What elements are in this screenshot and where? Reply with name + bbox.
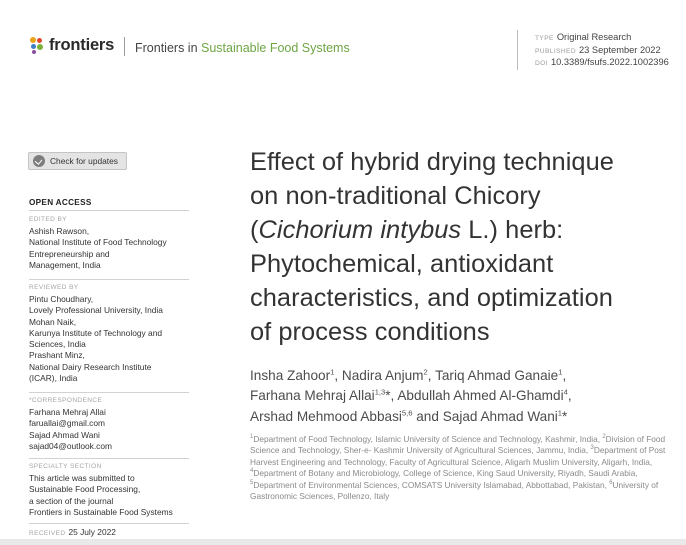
author-name[interactable]: Tariq Ahmad Ganaie xyxy=(435,368,559,383)
correspondence-text: Farhana Mehraj Allai faruallai@gmail.com Sajad Ahmad Wani sajad04@outlook.com xyxy=(29,407,199,452)
header-divider xyxy=(124,37,125,56)
meta-type: TYPE Original Research xyxy=(535,32,632,42)
affiliations: $^1$Department of Food Technology, Islamic University of Science and Technology, Kashmir, India, $^2$Division of Food Science and Technology, Sher-e- Kashmir University of Agricultural Sciences, Jammu, India, $^3$Department of Post Harvest Engineering and Technology, Faculty of Agricultural Science, Aligarh Muslim University, Aligarh, India, $^4$Department of Botany and Microbiology, College of Science, King Saud University, Riyadh, Saudi Arabia, $^5$Department of Environmental Sciences, COMSATS University Islamabad, Abbottabad, Pakistan, $^6$University of Gastronomic Sciences, Pollenzo, Italy xyxy=(250,434,666,502)
author-list: Insha Zahoor$^1$, Nadira Anjum$^2$, Tariq Ahmad Ganaie$^1$, Farhana Mehraj Allai$^{1,3}$*, Abdullah Ahmed Al-Ghamdi$^4$, Arshad Mehmood Abbasi$^{5,6}$ and Sajad Ahmad Wani$^1$* xyxy=(250,367,572,424)
author-name[interactable]: Farhana Mehraj Allai xyxy=(250,388,375,404)
author-name[interactable]: Nadira Anjum xyxy=(341,368,424,383)
open-access-label: OPEN ACCESS xyxy=(29,198,92,207)
specialty-section-label: SPECIALTY SECTION xyxy=(29,463,102,470)
meta-doi[interactable]: DOI 10.3389/fsufs.2022.1002396 xyxy=(535,57,669,67)
edited-by-label: EDITED BY xyxy=(29,216,67,223)
meta-divider xyxy=(517,30,518,70)
divider xyxy=(29,458,189,459)
author-name[interactable]: Insha Zahoor xyxy=(250,368,331,383)
author-name[interactable]: Abdullah Ahmed Al-Ghamdi xyxy=(397,388,564,404)
correspondence-label: *CORRESPONDENCE xyxy=(29,397,103,404)
journal-name[interactable]: Frontiers in Sustainable Food Systems xyxy=(135,41,350,55)
meta-published: PUBLISHED 23 September 2022 xyxy=(535,45,661,55)
specialty-section-text: This article was submitted to Sustainable Food Processing, a section of the journal Frontiers in Sustainable Food Systems xyxy=(29,473,173,517)
check-updates-icon xyxy=(33,155,45,167)
frontiers-logo-icon xyxy=(30,37,45,55)
logo-wordmark: frontiers xyxy=(49,36,115,54)
page-bottom-edge xyxy=(0,539,686,545)
reviewed-by-text: Pintu Choudhary, Lovely Professional University, India Mohan Naik, Karunya Institute of Technology and Sciences, India Prashant Minz, National Dairy Research Institute (ICAR), India xyxy=(29,294,163,384)
received-date: RECEIVED 25 July 2022 xyxy=(29,527,116,537)
divider xyxy=(29,523,189,524)
divider xyxy=(29,210,189,211)
email-link[interactable]: sajad04@outlook.com xyxy=(29,440,112,451)
article-title: Effect of hybrid drying technique on non-traditional Chicory (Cichorium intybus L.) herb: Phytochemical, antioxidant characteristics, and optimization of process conditions xyxy=(250,148,614,347)
divider xyxy=(29,392,189,393)
author-name[interactable]: Arshad Mehmood Abbasi xyxy=(250,408,402,424)
divider xyxy=(29,279,189,280)
edited-by-text: Ashish Rawson, National Institute of Food Technology Entrepreneurship and Management, India xyxy=(29,226,167,270)
frontiers-logo[interactable] xyxy=(30,36,114,55)
email-link[interactable]: faruallai@gmail.com xyxy=(29,418,105,429)
reviewed-by-label: REVIEWED BY xyxy=(29,284,79,291)
author-name[interactable]: Sajad Ahmad Wani xyxy=(442,408,558,424)
check-for-updates-button[interactable]: Check for updates xyxy=(28,152,127,170)
